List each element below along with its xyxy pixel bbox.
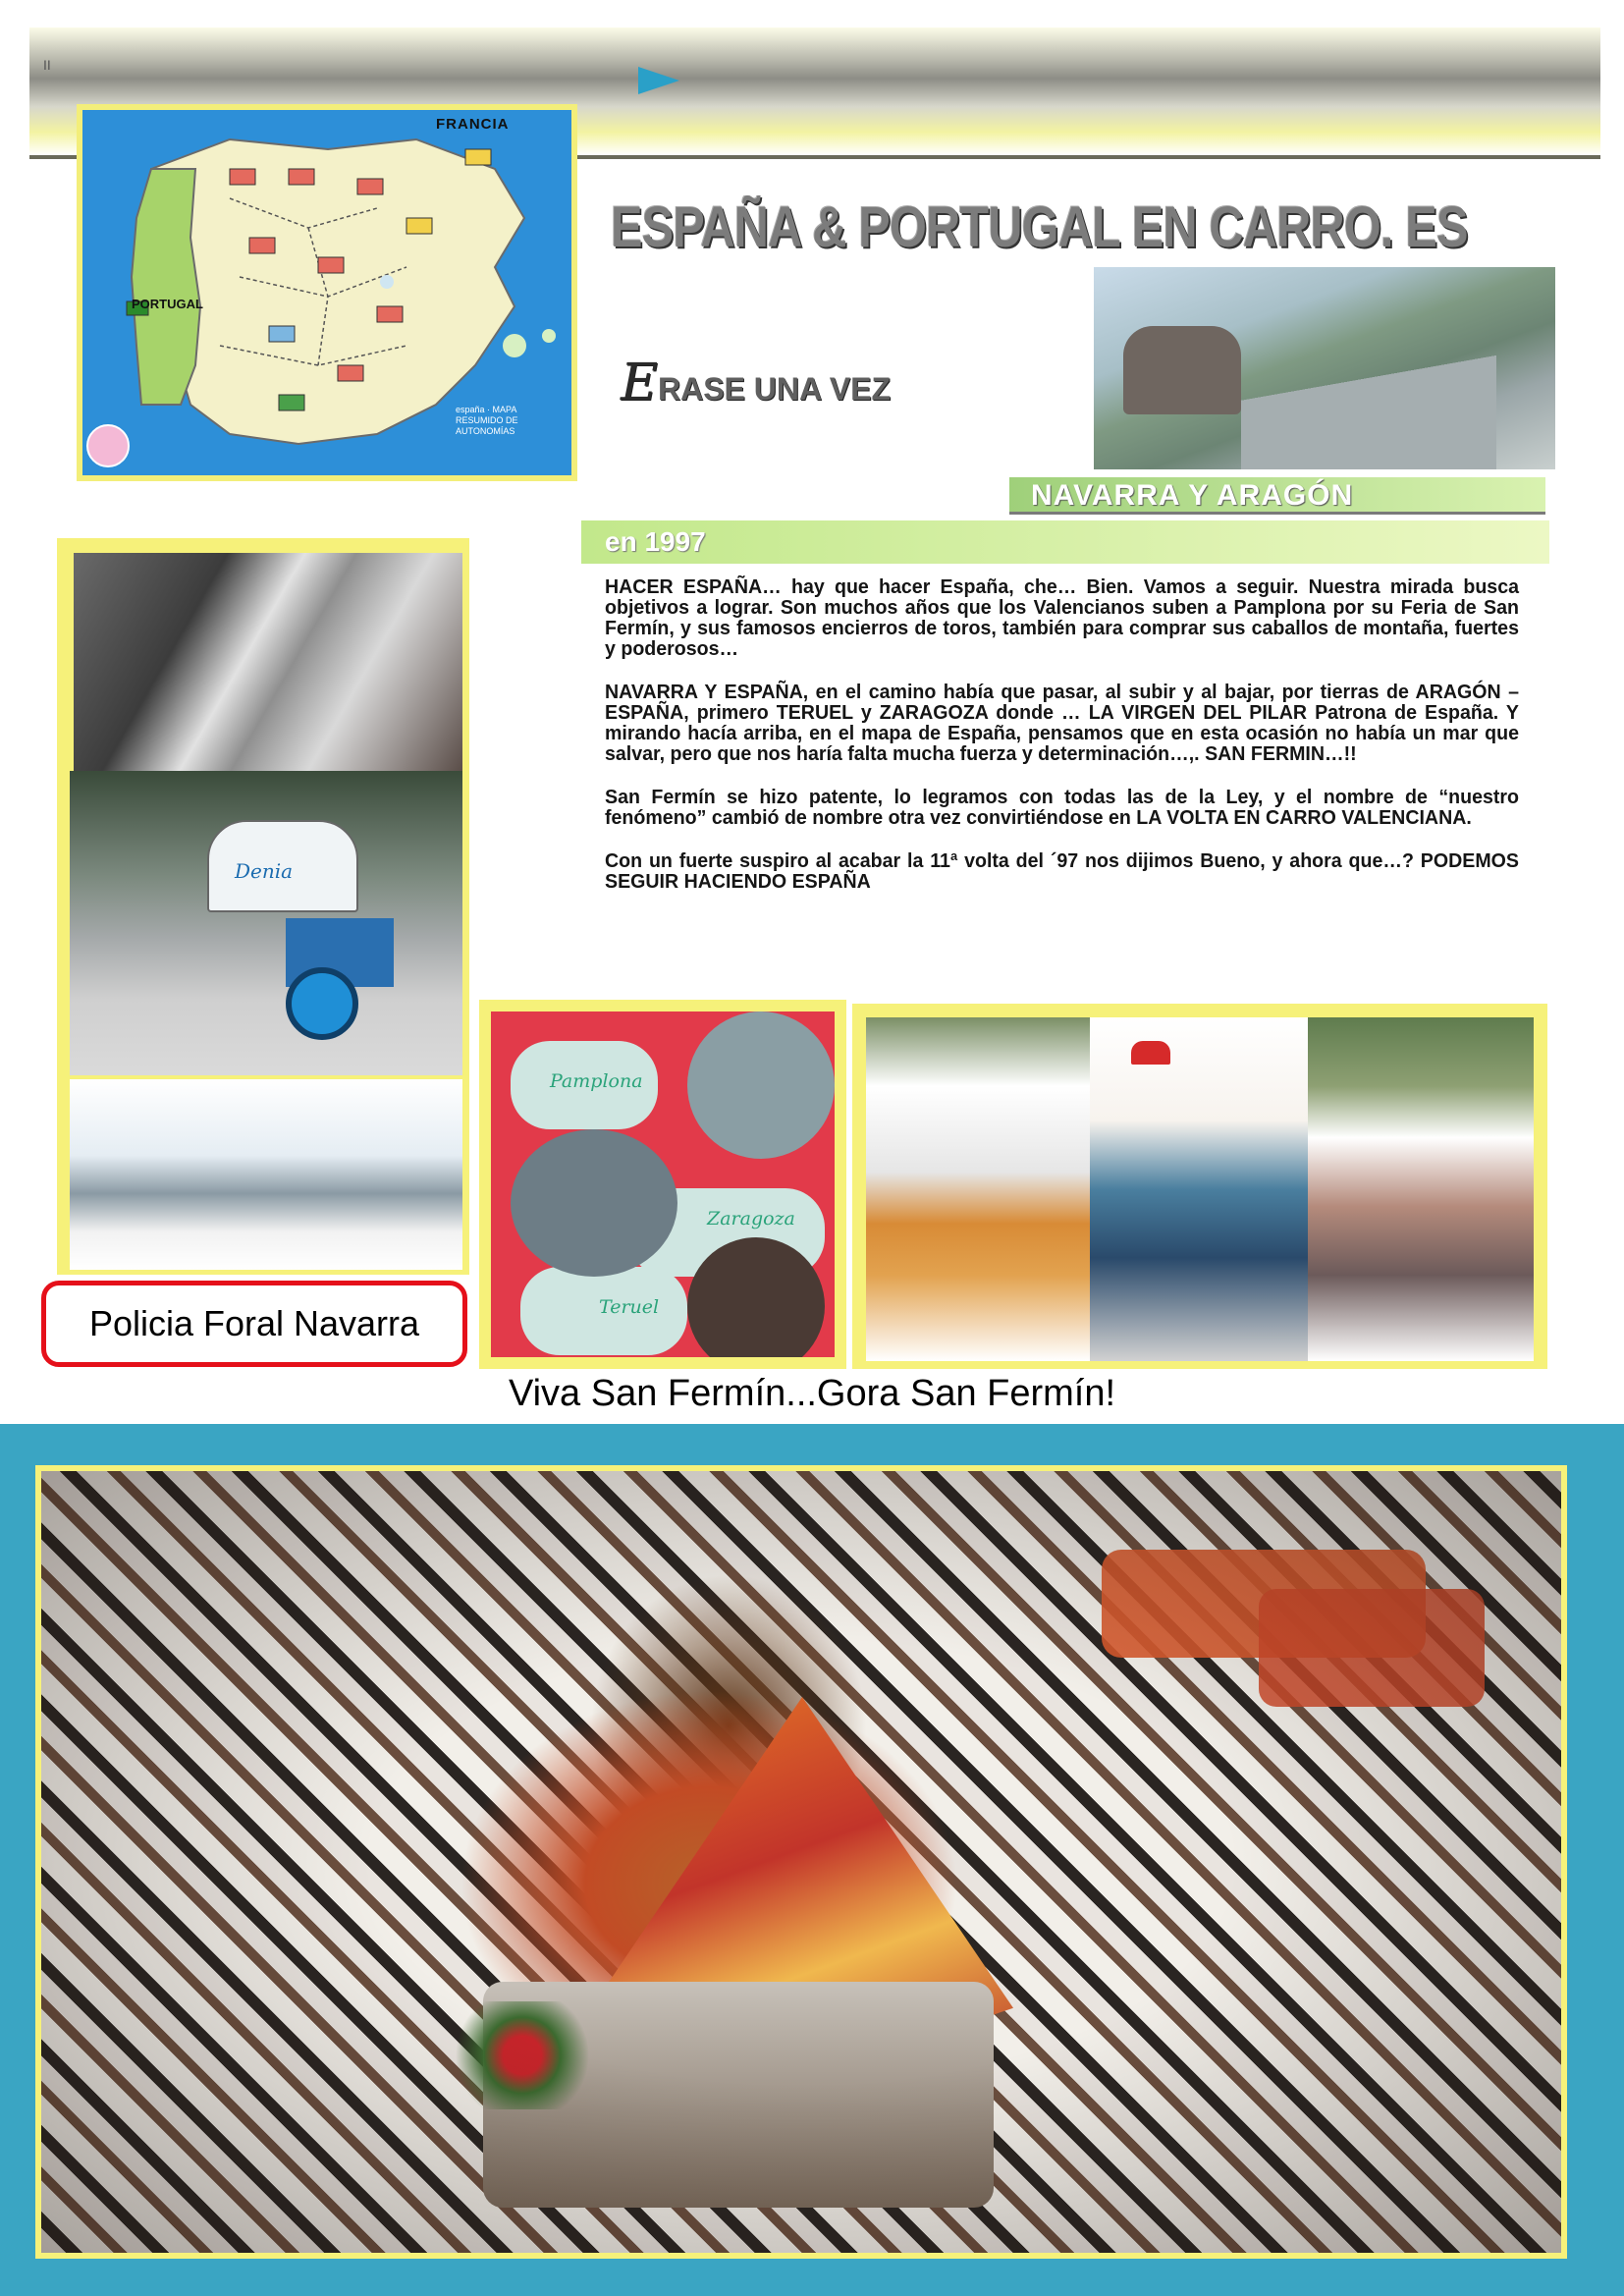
poster-circle-basilica xyxy=(511,1129,677,1277)
viva-caption: Viva San Fermín...Gora San Fermín! xyxy=(508,1373,1116,1414)
page-title: ESPAÑA & PORTUGAL EN CARRO. ES xyxy=(611,195,1468,259)
photo-san-fermin-procession xyxy=(35,1465,1567,2259)
poster-word-3: Teruel xyxy=(599,1296,660,1318)
photo-festival-tent xyxy=(1308,1017,1534,1361)
map-legend: españa · MAPA RESUMIDO DE AUTONOMÍAS xyxy=(456,405,518,436)
subtitle xyxy=(621,354,891,412)
photo-column xyxy=(57,538,469,1275)
photo-road-caravan xyxy=(1094,267,1555,469)
photo-horse-cart xyxy=(70,771,462,1075)
year-bar: en 1997 xyxy=(581,520,1549,564)
iberia-map xyxy=(77,104,577,481)
paragraph-3: San Fermín se hizo patente, lo legramos con todas las de la Ley, y el nombre de “nuestro fenómeno” cambió de nombre otra vez convirtiéndose en LA VOLTA EN CARRO VALENCIANA. xyxy=(605,787,1519,829)
poster-word-1: Pamplona xyxy=(550,1070,643,1092)
paragraph-1: HACER ESPAÑA… hay que hacer España, che… Bien. Vamos a seguir. Nuestra mirada busca objetivos a lograr. Son muchos años que los Valencianos suben a Pamplona por su Feria de San Fermín, y sus famosos encierros de toros, también para comprar sus caballos de montaña, fuertes y poderosos… xyxy=(605,576,1519,660)
photo-cook xyxy=(1090,1017,1308,1361)
poster-background xyxy=(491,1011,835,1357)
subtitle-initial: E xyxy=(621,354,658,412)
poster-collage xyxy=(479,1000,846,1369)
paragraph-2: NAVARRA Y ESPAÑA, en el camino había que pasar, al subir y al bajar, por tierras de ARAGÓN – ESPAÑA, primero TERUEL y ZARAGOZA donde … LA VIRGEN DEL PILAR Patrona de España. Y mirando hacía arriba, en el mapa de España, pensamos que en esta ocasión no había un mar que salvar, pero que nos haría falta mucha fuerza y determinación…,. SAN FERMIN…!! xyxy=(605,682,1519,765)
photo-strip xyxy=(852,1004,1547,1369)
map-label-francia: FRANCIA xyxy=(436,116,510,133)
poster-circle-bull xyxy=(687,1011,835,1159)
seal-icon xyxy=(86,424,130,467)
photo-tent-stall xyxy=(866,1017,1090,1361)
arrow-right-icon xyxy=(638,67,679,94)
wagon-label: Denia xyxy=(235,859,294,883)
photo-caravan-line xyxy=(70,1079,462,1270)
photo-people-balcony xyxy=(74,553,462,771)
article-body xyxy=(605,577,1519,915)
subtitle-text: RASE UNA VEZ xyxy=(657,371,892,407)
road-shape xyxy=(1241,352,1496,469)
policia-caption: Policia Foral Navarra xyxy=(41,1281,467,1367)
photo-shading xyxy=(41,1471,1561,2253)
cart-shape xyxy=(1123,326,1241,414)
page-number: II xyxy=(43,57,51,73)
wheel-icon xyxy=(286,967,358,1040)
poster-word-2: Zaragoza xyxy=(707,1208,795,1230)
red-beret xyxy=(1131,1041,1170,1065)
paragraph-4: Con un fuerte suspiro al acabar la 11ª volta del ´97 nos dijimos Bueno, y ahora que…? PODEMOS SEGUIR HACIENDO ESPAÑA xyxy=(605,850,1519,893)
region-bar: NAVARRA Y ARAGÓN xyxy=(1009,477,1545,515)
map-label-portugal: PORTUGAL xyxy=(132,297,203,311)
